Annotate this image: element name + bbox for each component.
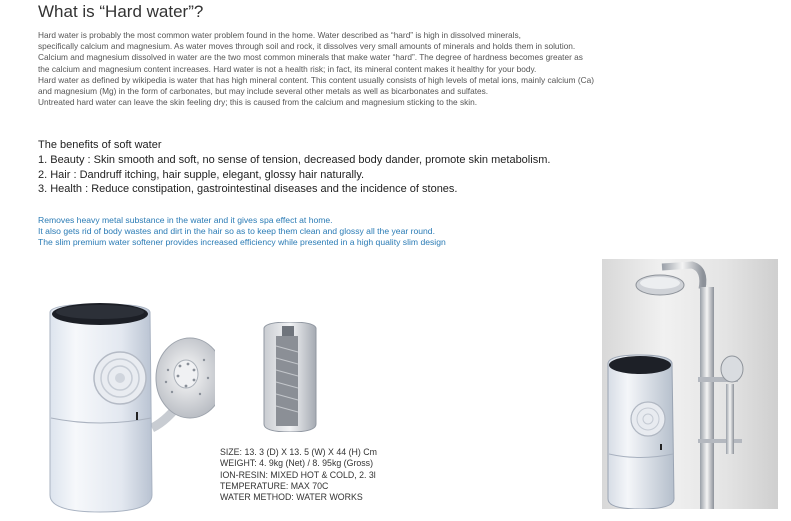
intro-paragraph [38, 30, 758, 108]
benefits-list [38, 153, 550, 197]
intro-line: and magnesium (Mg) in the form of carbonates, but may include several other metals as well as bicarbonates and sulfates. [38, 86, 489, 97]
feature-description [38, 215, 446, 249]
intro-line: Untreated hard water can leave the skin feeling dry; this is caused from the calcium and magnesium sticking to the skin. [38, 97, 478, 108]
intro-line: the calcium and magnesium content increases. Hard water is not a health risk; in fact, its mineral content makes it healthy for your body. [38, 63, 537, 74]
product-image-softener [40, 300, 215, 520]
installed-product-photo [602, 259, 778, 509]
spec-size: SIZE: 13. 3 (D) X 13. 5 (W) X 44 (H) Cm [220, 447, 377, 457]
benefit-item: 3. Health : Reduce constipation, gastrointestinal diseases and the incidence of stones. [38, 183, 458, 195]
spec-water-method: WATER METHOD: WATER WORKS [220, 492, 363, 503]
specifications [220, 447, 377, 503]
benefits-heading: The benefits of soft water [38, 139, 162, 151]
intro-line: Calcium and magnesium dissolved in water are the two most common minerals that make water “hard”. The degree of hardness becomes greater as [38, 52, 583, 63]
benefit-item: 1. Beauty : Skin smooth and soft, no sense of tension, decreased body dander, promote skin metabolism. [38, 154, 551, 166]
feature-line: The slim premium water softener provides increased efficiency while presented in a high quality slim design [38, 237, 446, 248]
spec-weight: WEIGHT: 4. 9kg (Net) / 8. 95kg (Gross) [220, 458, 374, 469]
intro-line: Hard water is probably the most common water problem found in the home. Water described as “hard” is high in dissolved minerals, [38, 30, 521, 40]
spec-temperature: TEMPERATURE: MAX 70C [220, 480, 329, 491]
benefit-item: 2. Hair : Dandruff itching, hair supple, elegant, glossy hair naturally. [38, 168, 365, 181]
intro-line: Hard water as defined by wikipedia is water that has high mineral content. This content usually consists of high levels of metal ions, mainly calcium (Ca) [38, 74, 595, 85]
feature-line: Removes heavy metal substance in the water and it gives spa effect at home. [38, 215, 333, 225]
feature-line: It also gets rid of body wastes and dirt in the hair so as to keep them clean and glossy all the year round. [38, 226, 435, 237]
spec-ion-resin: ION-RESIN: MIXED HOT & COLD, 2. 3l [220, 469, 376, 480]
intro-line: specifically calcium and magnesium. As water moves through soil and rock, it dissolves very small amounts of minerals and holds them in solution. [38, 41, 576, 52]
page-title: What is “Hard water”? [38, 2, 204, 21]
product-cutaway-image [260, 322, 320, 432]
